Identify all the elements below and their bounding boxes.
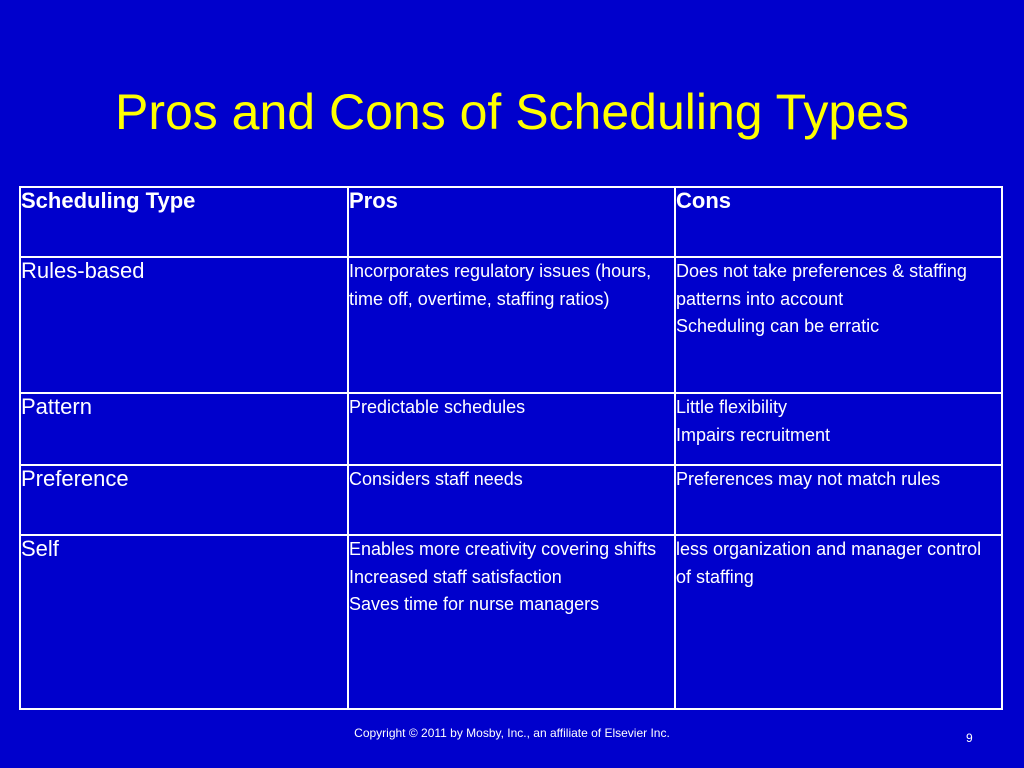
row-pros-pattern xyxy=(348,393,675,465)
row-cons-preference xyxy=(675,465,1002,535)
scheduling-types-table xyxy=(19,186,1003,710)
cons-line: Preferences may not match rules xyxy=(676,469,941,489)
cons-line: Little flexibility xyxy=(676,397,788,417)
header-pros: Pros xyxy=(348,187,675,257)
cons-line: less organization and manager control of staffing xyxy=(676,539,982,587)
row-cons-self xyxy=(675,535,1002,709)
table-row xyxy=(20,465,1002,535)
row-cons-rules-based xyxy=(675,257,1002,393)
copyright-footer: Copyright © 2011 by Mosby, Inc., an affiliate of Elsevier Inc. xyxy=(354,726,670,740)
pros-line: Saves time for nurse managers xyxy=(349,594,600,614)
row-pros-self xyxy=(348,535,675,709)
row-cons-pattern xyxy=(675,393,1002,465)
table-row xyxy=(20,535,1002,709)
cons-line: Impairs recruitment xyxy=(676,424,831,445)
cons-line: Does not take preferences & staffing patterns into account xyxy=(676,261,967,309)
table-row xyxy=(20,393,1002,465)
row-type-pattern: Pattern xyxy=(20,393,348,465)
row-type-self: Self xyxy=(20,535,348,709)
pros-line: Predictable schedules xyxy=(349,397,526,417)
row-type-preference: Preference xyxy=(20,465,348,535)
table-header-row xyxy=(20,187,1002,257)
pros-line: Enables more creativity covering shifts xyxy=(349,539,657,559)
row-pros-preference xyxy=(348,465,675,535)
row-pros-rules-based xyxy=(348,257,675,393)
header-cons: Cons xyxy=(675,187,1002,257)
cons-line: Scheduling can be erratic xyxy=(676,316,880,336)
table-row xyxy=(20,257,1002,393)
pros-line: Incorporates regulatory issues (hours, time off, overtime, staffing ratios) xyxy=(349,261,652,309)
pros-line: Increased staff satisfaction xyxy=(349,566,562,587)
header-scheduling-type: Scheduling Type xyxy=(20,187,348,257)
slide-title: Pros and Cons of Scheduling Types xyxy=(114,84,910,140)
page-number: 9 xyxy=(966,731,973,745)
row-type-rules-based: Rules-based xyxy=(20,257,348,393)
pros-line: Considers staff needs xyxy=(349,469,523,489)
